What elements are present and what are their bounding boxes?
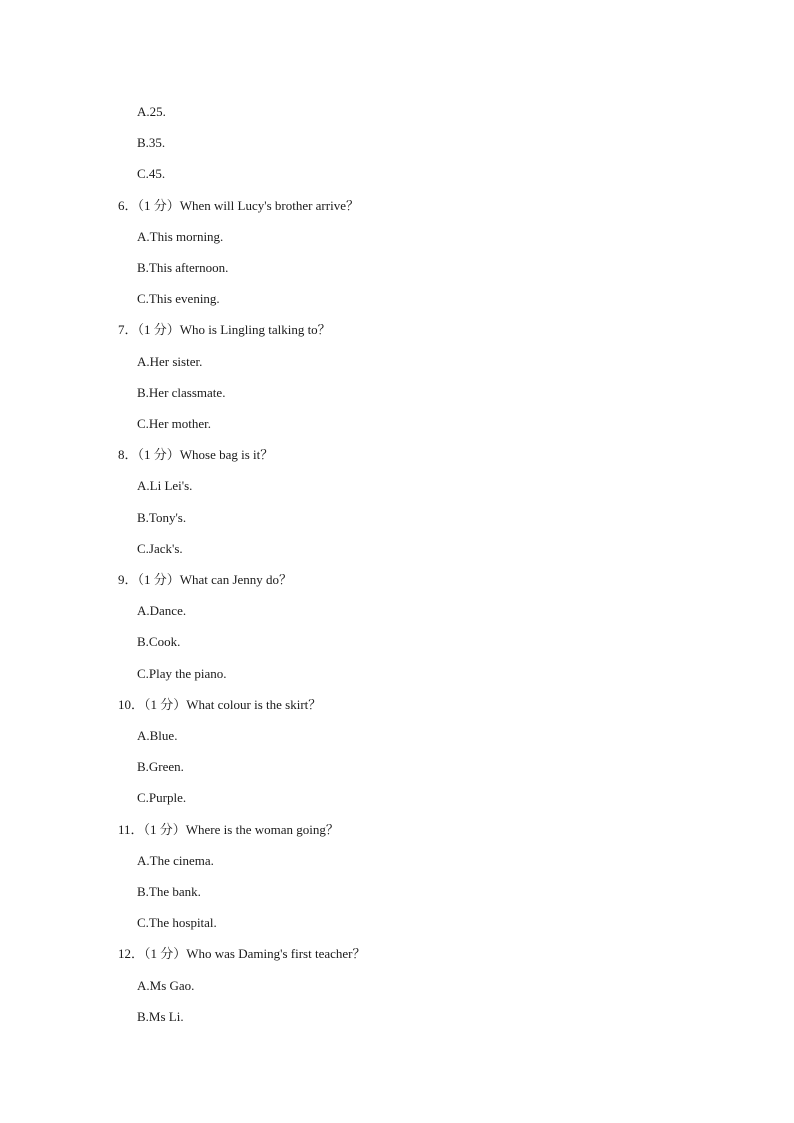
answer-option: C.45. xyxy=(137,166,166,182)
answer-option: C.Jack's. xyxy=(137,540,183,556)
answer-option: B.Green. xyxy=(137,759,184,775)
question-text: 11．（1 分）Where is the woman going？ xyxy=(118,821,339,837)
answer-option: B.35. xyxy=(137,135,166,151)
answer-option: C.Her mother. xyxy=(137,416,212,431)
question-text: 12．（1 分）Who was Daming's first teacher？ xyxy=(118,946,366,962)
question-text: 10．（1 分）What colour is the skirt？ xyxy=(118,696,322,712)
question-text: 9．（1 分）What can Jenny do？ xyxy=(118,572,293,587)
answer-option: B.The bank. xyxy=(137,884,201,899)
answer-option: C.This evening. xyxy=(137,291,220,307)
question-text: 8．（1 分）Whose bag is it？ xyxy=(118,447,274,463)
answer-option: C.Purple. xyxy=(137,790,187,806)
answer-option: A.Ms Gao. xyxy=(137,977,195,993)
answer-option: B.Ms Li. xyxy=(137,1008,184,1024)
answer-option: C.Play the piano. xyxy=(137,665,227,681)
answer-option: A.Dance. xyxy=(137,603,187,619)
answer-option: A.This morning. xyxy=(137,228,224,244)
question-text: 7．（1 分）Who is Lingling talking to？ xyxy=(118,322,331,338)
answer-option: A.The cinema. xyxy=(137,852,214,868)
answer-option: B.Tony's. xyxy=(137,509,187,525)
question-text: 6．（1 分）When will Lucy's brother arrive？ xyxy=(118,197,359,213)
answer-option: A.Blue. xyxy=(137,728,178,743)
answer-option: B.Her classmate. xyxy=(137,384,226,400)
answer-option: A.Her sister. xyxy=(137,353,203,369)
answer-option: B.This afternoon. xyxy=(137,260,229,275)
answer-option: C.The hospital. xyxy=(137,915,217,931)
answer-option: A.25. xyxy=(137,104,166,119)
answer-option: A.Li Lei's. xyxy=(137,478,193,494)
answer-option: B.Cook. xyxy=(137,634,181,650)
